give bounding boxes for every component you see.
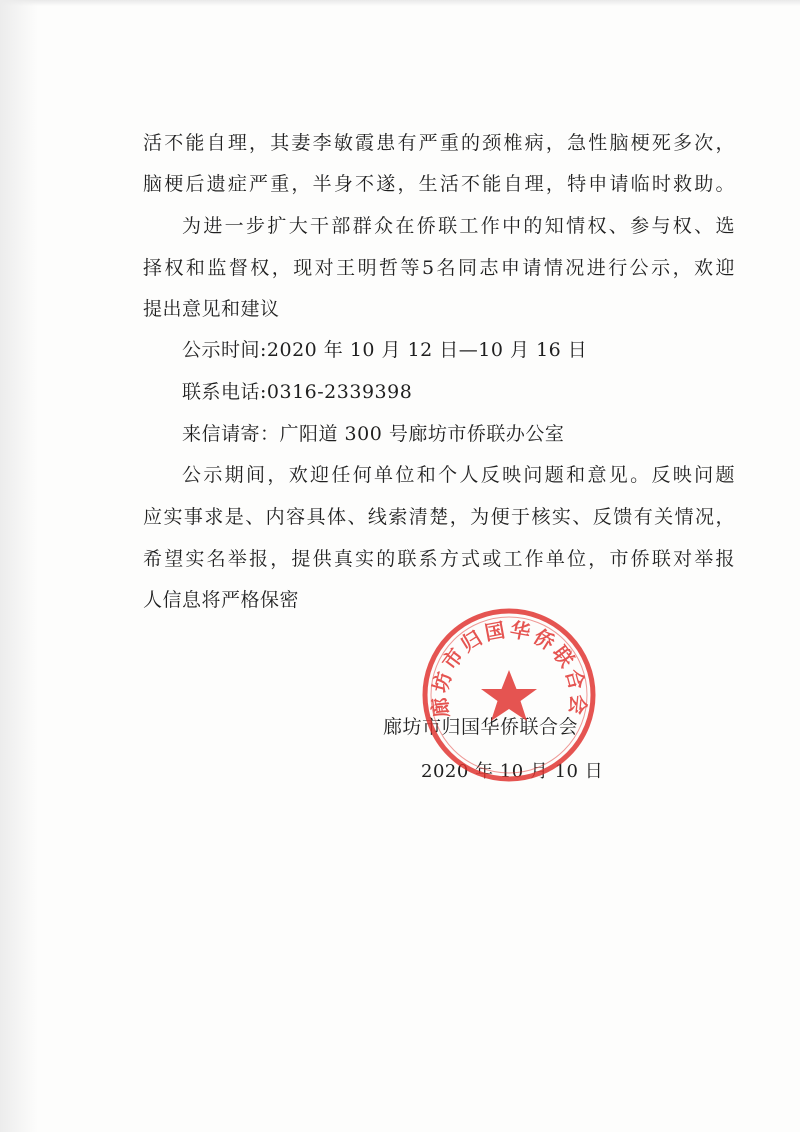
body-line: 活不能自理，其妻李敏霞患有严重的颈椎病，急性脑梗死多次， <box>143 132 735 154</box>
body-line: 公示期间，欢迎任何单位和个人反映问题和意见。反映问题 <box>182 464 735 486</box>
signature-organization: 廊坊市归国华侨联合会 <box>383 716 579 738</box>
official-seal <box>420 606 598 784</box>
body-line: 希望实名举报，提供真实的联系方式或工作单位，市侨联对举报 <box>143 548 735 570</box>
scan-edge-left <box>0 0 38 1132</box>
body-line: 脑梗后遗症严重，半身不遂，生活不能自理，特申请临时救助。 <box>143 173 735 195</box>
scan-edge-top <box>0 0 800 6</box>
seal-star-icon <box>481 670 537 721</box>
seal-text: 廊坊市归国华侨联合会 <box>427 617 591 719</box>
body-line: 提出意见和建议 <box>143 298 280 320</box>
mailing-address: 来信请寄：广阳道 300 号廊坊市侨联办公室 <box>182 423 565 445</box>
body-line: 人信息将严格保密 <box>143 589 300 611</box>
body-line: 应实事求是、内容具体、线索清楚，为便于核实、反馈有关情况， <box>143 506 735 528</box>
signature-date: 2020 年 10 月 10 日 <box>421 761 604 782</box>
contact-phone: 联系电话:0316-2339398 <box>182 381 413 403</box>
body-line: 择权和监督权，现对王明哲等5名同志申请情况进行公示，欢迎 <box>143 257 735 279</box>
body-line: 为进一步扩大干部群众在侨联工作中的知情权、参与权、选 <box>182 215 735 237</box>
notice-period: 公示时间:2020 年 10 月 12 日—10 月 16 日 <box>182 339 588 361</box>
